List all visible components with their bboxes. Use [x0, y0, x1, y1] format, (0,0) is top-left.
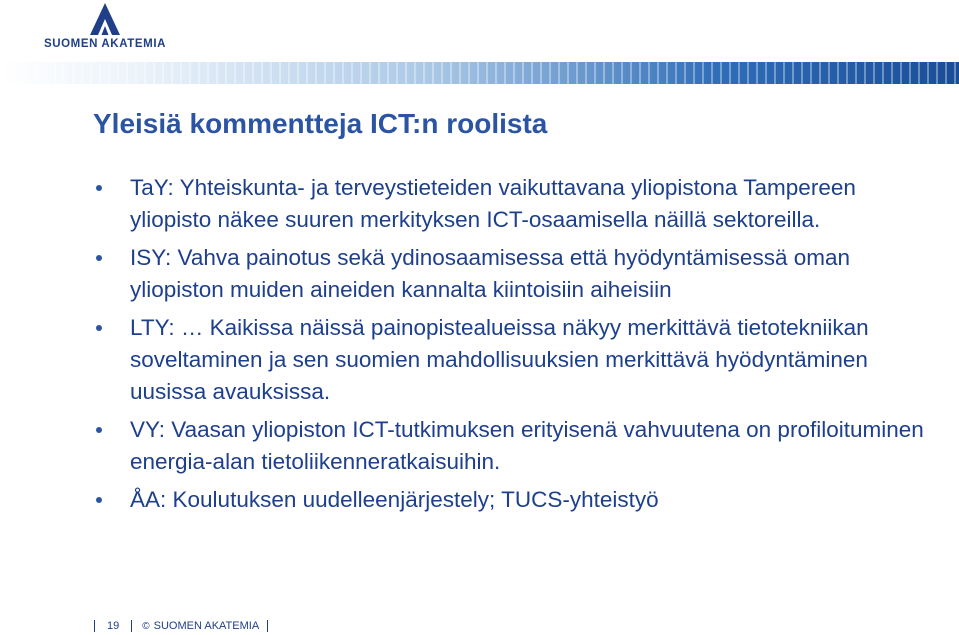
bullet-dot-icon	[96, 325, 102, 331]
slide-title: Yleisiä kommentteja ICT:n roolista	[93, 108, 548, 139]
bullet-item	[96, 312, 926, 408]
bullet-item	[96, 414, 926, 478]
bullet-item	[96, 172, 926, 236]
page-number: 19	[107, 620, 120, 632]
footer-org: SUOMEN AKATEMIA	[153, 620, 260, 632]
band-stripes	[0, 62, 959, 84]
bullet-text: TaY: Yhteiskunta- ja terveystieteiden vaikuttavana yliopistona Tampereen yliopisto näkee suuren merkityksen ICT-osaamisella näillä sektoreilla.	[130, 175, 856, 232]
logo-text: SUOMEN AKATEMIA	[43, 38, 167, 50]
suomen-akatemia-logo	[40, 2, 170, 52]
slide-footer	[94, 620, 268, 632]
bullet-dot-icon	[96, 497, 102, 503]
bullet-dot-icon	[96, 427, 102, 433]
bullet-text: ISY: Vahva painotus sekä ydinosaamisessa että hyödyntämisessä oman yliopiston muiden aineiden kannalta kiintoisiin aiheisiin	[130, 245, 850, 302]
bullet-dot-icon	[96, 185, 102, 191]
bullet-text: VY: Vaasan yliopiston ICT-tutkimuksen erityisenä vahvuutena on profiloituminen energia-alan tietoliikenneratkaisuihin.	[130, 417, 924, 474]
footer-divider	[131, 620, 132, 632]
bullet-item	[96, 484, 926, 516]
bullet-list	[96, 172, 926, 522]
bullet-dot-icon	[96, 255, 102, 261]
footer-divider	[267, 620, 268, 632]
bullet-text: LTY: … Kaikissa näissä painopistealueissa näkyy merkittävä tietotekniikan soveltaminen ja sen suomien mahdollisuuksien merkittävä hyödyntäminen uusissa avauksissa.	[130, 315, 869, 404]
bullet-text: ÅA: Koulutuksen uudelleenjärjestely; TUCS-yhteistyö	[130, 487, 659, 512]
triangle-logo-icon	[89, 2, 121, 36]
copyright-symbol: ©	[142, 620, 150, 632]
header-gradient-band	[0, 62, 959, 84]
footer-divider	[94, 620, 95, 632]
bullet-item	[96, 242, 926, 306]
